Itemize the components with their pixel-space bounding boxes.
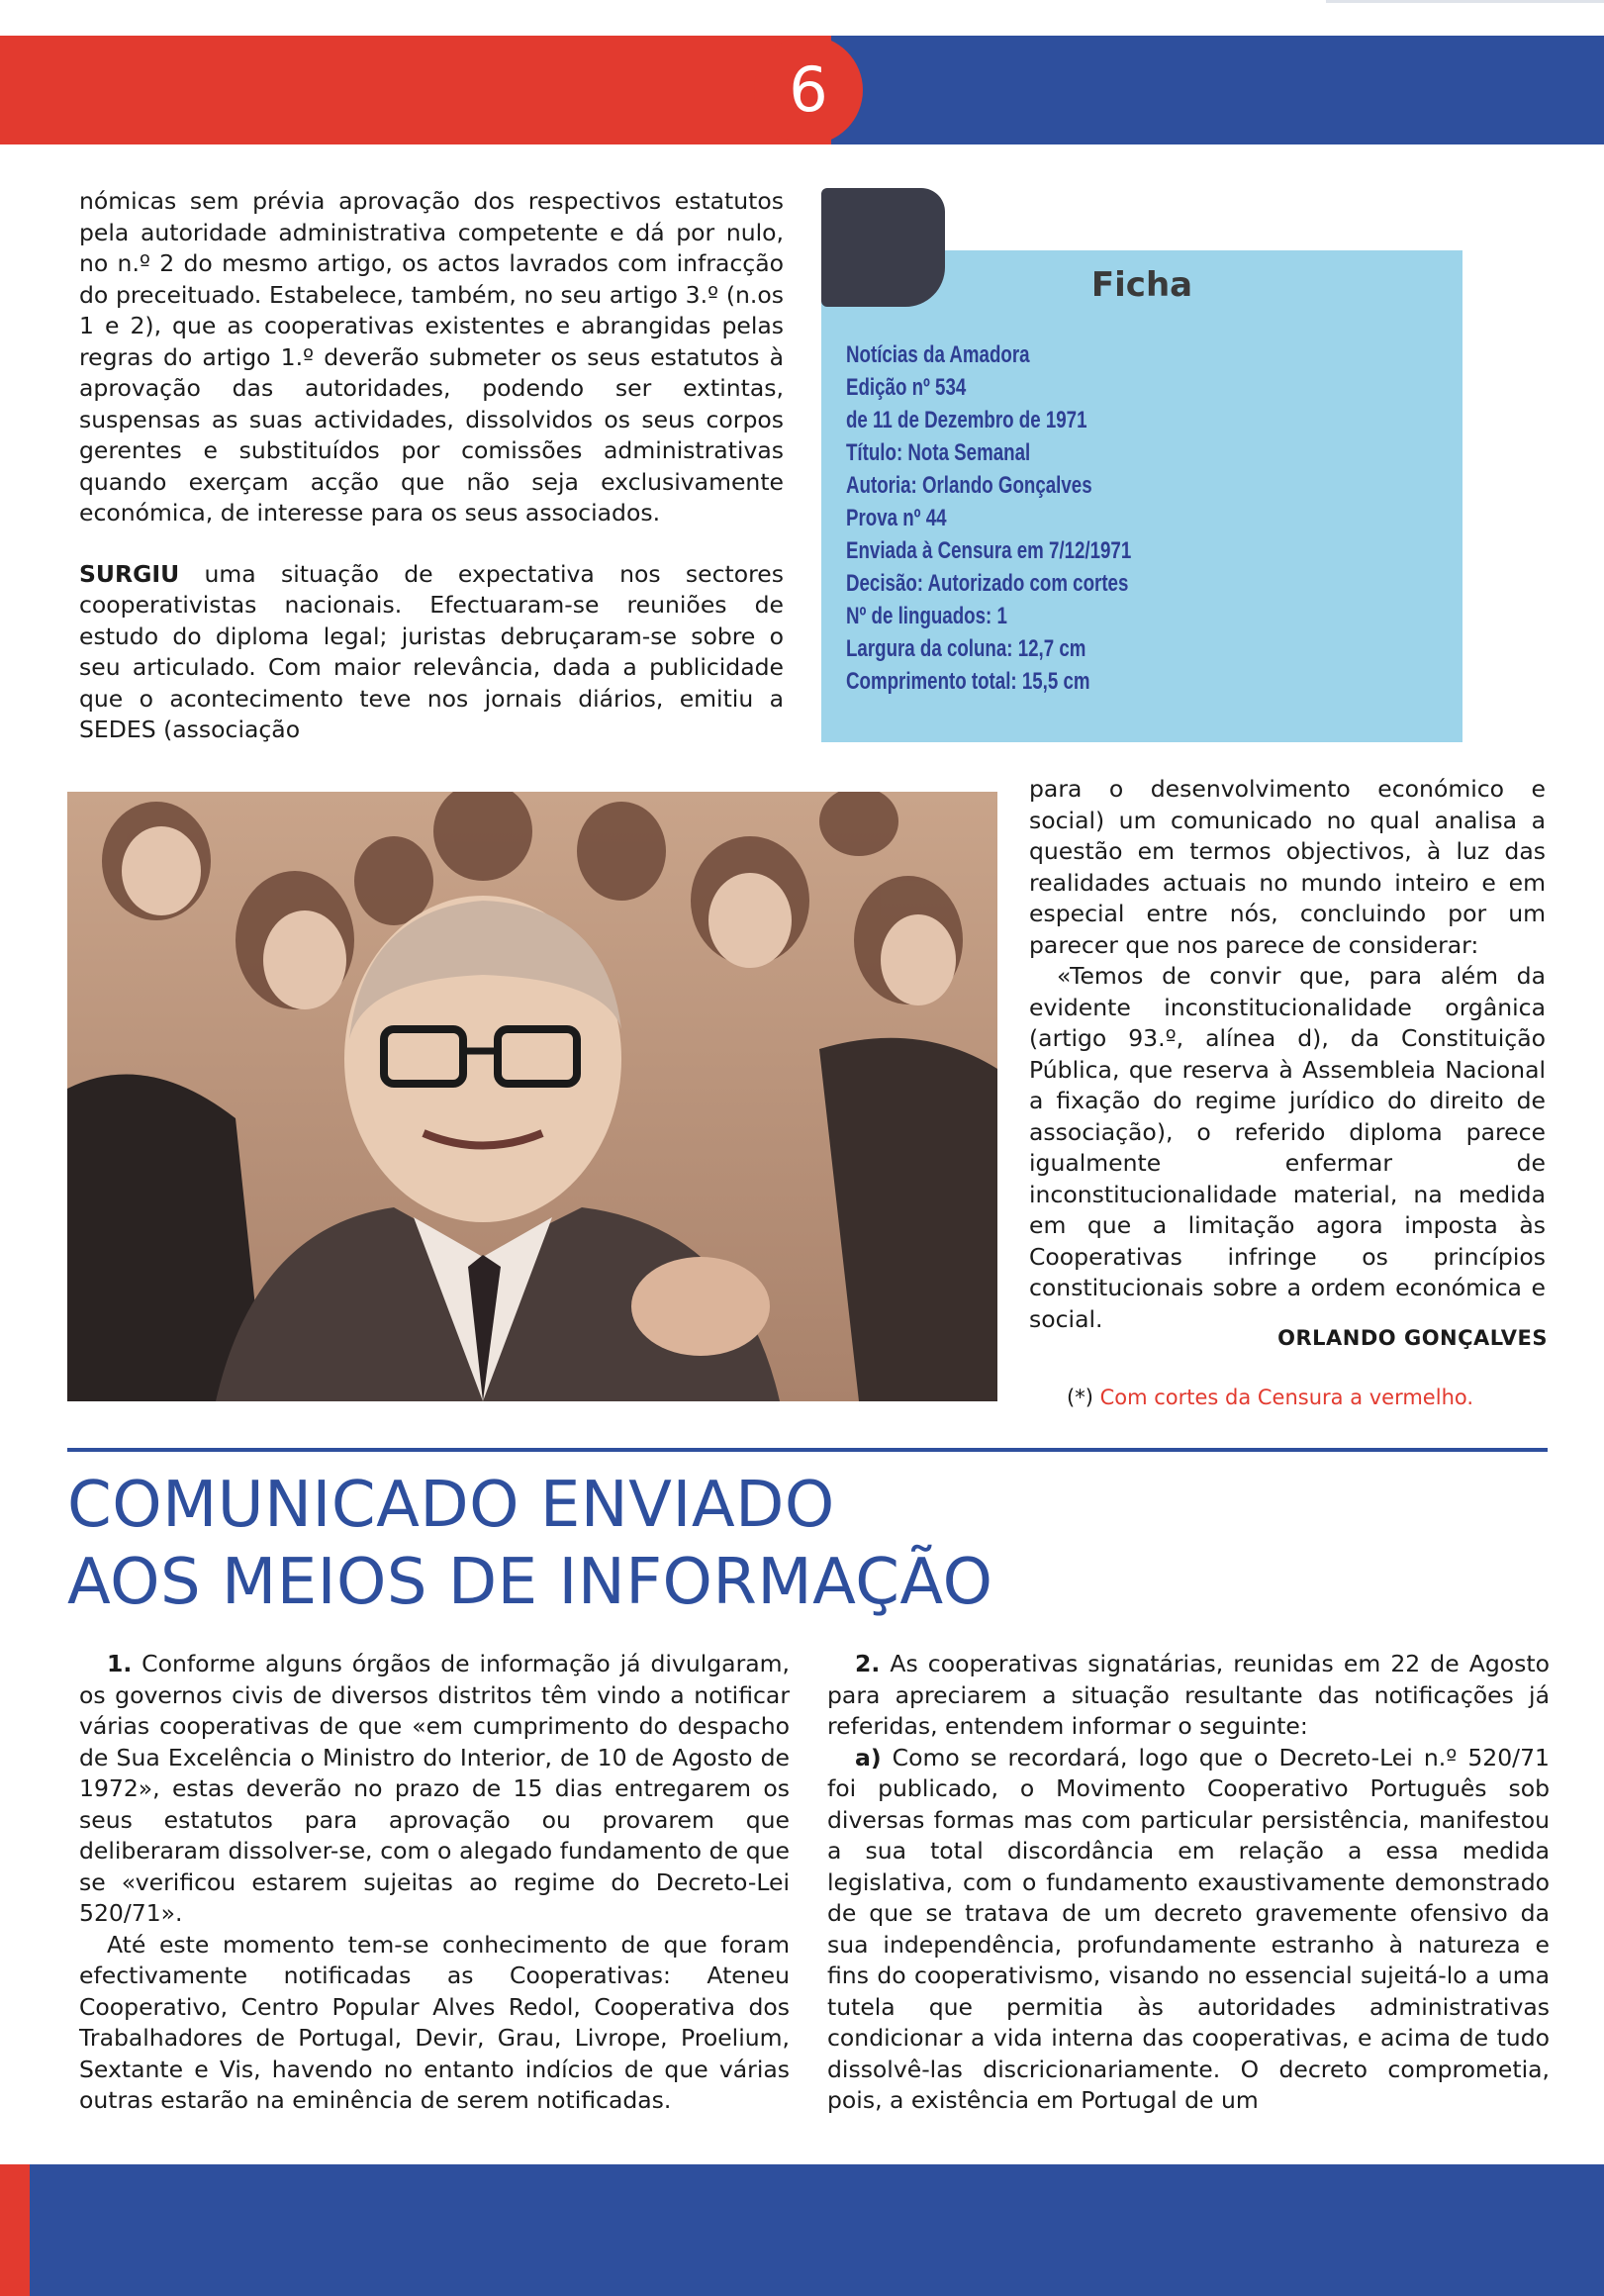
ficha-line: Edição nº 534 (846, 374, 967, 401)
item-1-number: 1. (107, 1650, 133, 1677)
surgiu-lead: SURGIU (79, 559, 180, 588)
surgiu-text: uma situação de expectativa nos sectores cooperativistas nacionais. Efectuaram-se reuniões de estudo do diploma legal; juristas debruçaram-se sobre o seu articulado. Com maior relevância, dada a publicidade que o acontecimento teve nos jornais diários, emitiu a SEDES (associação (79, 559, 784, 743)
item-2-number: 2. (855, 1650, 881, 1677)
item-2-text: As cooperativas signatárias, reunidas em 22 de Agosto para apreciarem a situação resultante das notificações já referidas, entendem informar o seguinte: (827, 1650, 1550, 1740)
ficha-line: Autoria: Orlando Gonçalves (846, 472, 1092, 499)
note-prefix: (*) (1067, 1386, 1100, 1409)
ficha-line: Prova nº 44 (846, 505, 947, 531)
bottom-left-column (79, 1649, 790, 2117)
item-2a-paragraph (827, 1743, 1550, 2117)
footer-red-band (0, 2164, 30, 2296)
author-signature: ORLANDO GONÇALVES (1277, 1326, 1548, 1350)
header-red-band (0, 36, 831, 144)
section-title (67, 1467, 992, 1621)
note-red-text: Com cortes da Censura a vermelho. (1099, 1386, 1474, 1409)
ficha-title: Ficha (1090, 265, 1193, 305)
item-1-paragraph (79, 1649, 790, 1930)
ficha-list (846, 338, 1131, 698)
news-photo (67, 792, 997, 1401)
ficha-line: Largura da coluna: 12,7 cm (846, 635, 1086, 662)
item-2a-label: a) (855, 1743, 882, 1771)
bottom-right-column (827, 1649, 1550, 2117)
intro-paragraph-block (79, 186, 784, 746)
ficha-line: Nº de linguados: 1 (846, 603, 1007, 629)
right-column (1029, 774, 1546, 1335)
item-1-text: Conforme alguns órgãos de informação já divulgaram, os governos civis de diversos distritos têm vindo a notificar várias cooperativas de que «em cumprimento do despacho de Sua Excelência o Ministro do Interior, de 10 de Agosto de 1972», estas deverão no prazo de 15 dias entregarem os seus estatutos para aprovação ou provarem que deliberaram dissolver-se, com o alegado fundamento de que se «verificou estarem sujeitas ao regime do Decreto-Lei 520/71». (79, 1650, 790, 1927)
ficha-line: Enviada à Censura em 7/12/1971 (846, 537, 1132, 564)
surgiu-paragraph (79, 559, 784, 746)
photo-illustration (67, 792, 997, 1401)
ficha-line: Título: Nota Semanal (846, 439, 1031, 466)
ficha-line: Comprimento total: 15,5 cm (846, 668, 1090, 695)
right-paragraph-1: para o desenvolvimento económico e social) um comunicado no qual analisa a questão em termos objectivos, à luz das realidades actuais no mundo inteiro e em especial entre nós, concluindo por um parecer que nos parece de considerar: (1029, 775, 1546, 959)
ficha-line: Notícias da Amadora (846, 341, 1030, 368)
ficha-line: Decisão: Autorizado com cortes (846, 570, 1129, 597)
header-top-line (1326, 0, 1604, 3)
section-rule (67, 1448, 1548, 1452)
section-title-line-1: COMUNICADO ENVIADO (67, 1469, 835, 1542)
intro-paragraph: nómicas sem prévia aprovação dos respectivos estatutos pela autoridade administrativa competente e dá por nulo, no n.º 2 do mesmo artigo, os actos lavrados com infracção do preceituado. Estabelece, também, no seu artigo 3.º (n.os 1 e 2), que as cooperativas existentes e abrangidas pelas regras do artigo 1.º deverão submeter os seus estatutos à aprovação das autoridades, podendo ser extintas, suspensas as suas actividades, dissolvidos os seus corpos gerentes e substituídos por comissões administrativas quando exerçam acção que não seja exclusivamente económica, de interesse para os seus associados. (79, 187, 784, 526)
ficha-line: de 11 de Dezembro de 1971 (846, 407, 1087, 433)
item-1-followup: Até este momento tem-se conhecimento de que foram efectivamente notificadas as Cooperativas: Ateneu Cooperativo, Centro Popular Alves Redol, Cooperativa dos Trabalhadores de Portugal, Devir, Grau, Livrope, Proelium, Sextante e Vis, havendo no entanto indícios de que várias outras estarão na eminência de serem notificadas. (79, 1930, 790, 2114)
censorship-note (1067, 1386, 1473, 1409)
section-title-line-2: AOS MEIOS DE INFORMAÇÃO (67, 1546, 993, 1619)
item-2-paragraph (827, 1649, 1550, 1743)
page-number: 6 (789, 53, 828, 126)
item-2a-text: Como se recordará, logo que o Decreto-Lei n.º 520/71 foi publicado, o Movimento Cooperativo Português sob diversas formas mas com particular persistência, manifestou a sua total discordância em relação a essa medida legislativa, com o fundamento exaustivamente demonstrado de que se tratava de um decreto gravemente ofensivo da sua independência, profundamente estranho à natureza e fins do cooperativismo, visando no essencial sujeitá-lo a uma tutela que permitia às autoridades administrativas condicionar a vida interna das cooperativas, e acima de tudo dissolvê-las discricionariamente. O decreto comprometia, pois, a existência em Portugal de um (827, 1743, 1550, 2114)
footer-blue-band (30, 2164, 1604, 2296)
right-paragraph-quote: «Temos de convir que, para além da evidente inconstitucionalidade orgânica (artigo 93.º, alínea d), da Constituição Pública, que reserva à Assembleia Nacional a fixação do regime jurídico do direito de associação), o referido diploma parece igualmente enfermar de inconstitucionalidade material, na medida em que a limitação agora imposta às Cooperativas infringe os princípios constitucionais sobre a ordem económica e social. (1029, 962, 1546, 1333)
header-blue-band (831, 36, 1604, 144)
